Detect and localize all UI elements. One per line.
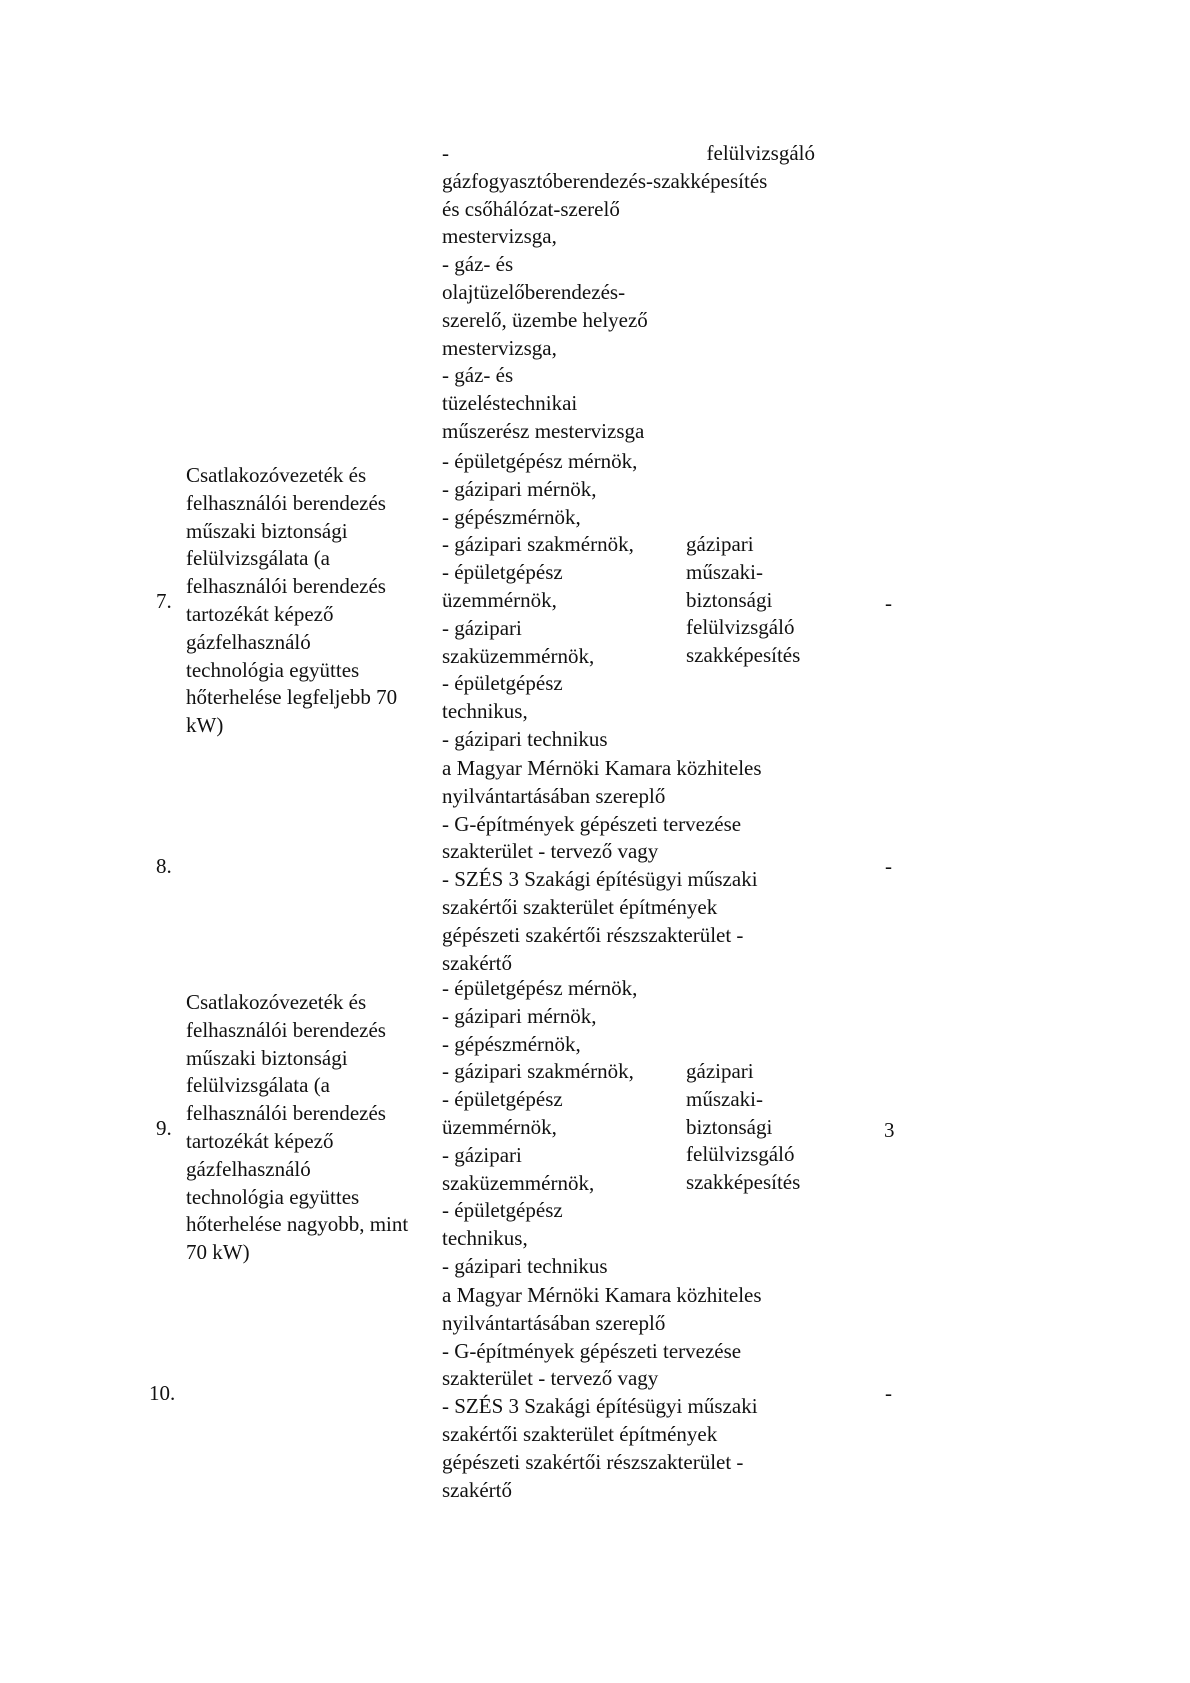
top-dash: - <box>442 141 449 165</box>
qualification-line: a Magyar Mérnöki Kamara közhiteles <box>442 756 762 780</box>
top-line: és csőhálózat-szerelő <box>442 196 620 221</box>
top-word: felülvizsgáló <box>706 141 815 165</box>
activity-line: felhasználói berendezés <box>186 490 386 515</box>
qualification-line: gépészeti szakértői részszakterület - <box>442 922 744 947</box>
activity-line: gázfelhasználó <box>186 629 311 654</box>
qualification-line: - G-építmények gépészeti tervezése <box>442 811 742 836</box>
certificate-line: biztonsági <box>686 1114 773 1139</box>
activity-line: tartozékát képező <box>186 1128 334 1153</box>
row-number: 7. <box>156 589 172 613</box>
qualification-cell <box>442 755 762 977</box>
certificate-line: szakképesítés <box>686 643 801 668</box>
qualification-line: szaküzemmérnök, <box>442 643 595 668</box>
qualification-line: nyilvántartásában szereplő <box>442 1310 666 1335</box>
qualification-line: gépészeti szakértői részszakterület - <box>442 1449 744 1474</box>
row-number: 8. <box>156 854 172 878</box>
top-line: olajtüzelőberendezés- <box>442 279 626 304</box>
qualification-line: - épületgépész mérnök, <box>442 976 638 1000</box>
qualification-line: - gázipari szakmérnök, <box>442 532 634 557</box>
qualification-line: szakértő <box>442 950 512 975</box>
qualification-line: - gázipari mérnök, <box>442 1003 597 1028</box>
qualification-line: - gázipari <box>442 1142 522 1167</box>
qualification-line: nyilvántartásában szereplő <box>442 783 666 808</box>
top-line: - gáz- és <box>442 363 514 388</box>
qualification-line: - gázipari <box>442 615 522 640</box>
qualification-line: - épületgépész <box>442 671 563 696</box>
top-qualification-block <box>442 140 815 446</box>
qualification-line: - G-építmények gépészeti tervezése <box>442 1338 742 1363</box>
qualification-line: szakterület - tervező vagy <box>442 1366 659 1391</box>
activity-line: hőterhelése nagyobb, mint <box>186 1212 409 1237</box>
qualification-line: - épületgépész <box>442 560 563 585</box>
qualification-cell <box>442 975 637 1281</box>
activity-line: műszaki biztonsági <box>186 518 348 543</box>
qualification-line: technikus, <box>442 1226 528 1251</box>
certificate-line: felülvizsgáló <box>686 615 795 640</box>
value-cell: - <box>885 591 892 615</box>
qualification-cell <box>442 448 637 754</box>
activity-line: Csatlakozóvezeték és <box>186 990 367 1014</box>
value-cell: - <box>885 1381 892 1405</box>
activity-cell <box>186 989 408 1267</box>
activity-line: felülvizsgálata (a <box>186 1073 331 1098</box>
certificate-line: szakképesítés <box>686 1170 801 1195</box>
activity-line: hőterhelése legfeljebb 70 <box>186 685 398 710</box>
qualification-line: - épületgépész mérnök, <box>442 449 638 473</box>
certificate-line: műszaki- <box>686 559 763 584</box>
top-line: mestervizsga, <box>442 224 557 249</box>
top-first-line <box>442 140 815 168</box>
activity-line: felhasználói berendezés <box>186 1017 386 1042</box>
row-number: 9. <box>156 1116 172 1140</box>
certificate-cell <box>686 531 800 670</box>
activity-line: gázfelhasználó <box>186 1156 311 1181</box>
activity-line: 70 kW) <box>186 1240 250 1265</box>
activity-line: felhasználói berendezés <box>186 1101 386 1126</box>
qualification-line: - gázipari technikus <box>442 726 608 751</box>
qualification-line: szakértő <box>442 1477 512 1502</box>
value-cell: - <box>885 854 892 878</box>
top-line: mestervizsga, <box>442 335 557 360</box>
certificate-cell <box>686 1058 800 1197</box>
activity-line: felülvizsgálata (a <box>186 546 331 571</box>
activity-line: technológia együttes <box>186 657 360 682</box>
certificate-line: gázipari <box>686 532 754 556</box>
qualification-line: technikus, <box>442 699 528 724</box>
qualification-line: - épületgépész <box>442 1087 563 1112</box>
qualification-line: a Magyar Mérnöki Kamara közhiteles <box>442 1283 762 1307</box>
top-line: tüzeléstechnikai <box>442 391 578 416</box>
qualification-line: - gázipari technikus <box>442 1253 608 1278</box>
qualification-line: szakterület - tervező vagy <box>442 839 659 864</box>
top-line: - gáz- és <box>442 252 514 277</box>
activity-line: tartozékát képező <box>186 601 334 626</box>
certificate-line: biztonsági <box>686 587 773 612</box>
qualification-line: - gépészmérnök, <box>442 1031 581 1056</box>
activity-cell <box>186 462 397 740</box>
qualification-line: - épületgépész <box>442 1198 563 1223</box>
top-line: szerelő, üzembe helyező <box>442 307 648 332</box>
activity-line: technológia együttes <box>186 1184 360 1209</box>
qualification-line: üzemmérnök, <box>442 1114 557 1139</box>
qualification-line: - gázipari szakmérnök, <box>442 1059 634 1084</box>
activity-line: kW) <box>186 713 224 738</box>
qualification-line: szakértői szakterület építmények <box>442 1421 718 1446</box>
qualification-cell <box>442 1282 762 1504</box>
activity-line: műszaki biztonsági <box>186 1045 348 1070</box>
certificate-line: gázipari <box>686 1059 754 1083</box>
certificate-line: felülvizsgáló <box>686 1142 795 1167</box>
qualification-line: szaküzemmérnök, <box>442 1170 595 1195</box>
qualification-line: - SZÉS 3 Szakági építésügyi műszaki <box>442 867 758 892</box>
certificate-line: műszaki- <box>686 1086 763 1111</box>
row-number: 10. <box>149 1381 176 1405</box>
top-line: műszerész mestervizsga <box>442 418 645 443</box>
value-cell: 3 <box>884 1118 895 1142</box>
top-line: gázfogyasztóberendezés-szakképesítés <box>442 168 768 193</box>
qualification-line: - SZÉS 3 Szakági építésügyi műszaki <box>442 1394 758 1419</box>
activity-line: felhasználói berendezés <box>186 574 386 599</box>
qualification-line: szakértői szakterület építmények <box>442 894 718 919</box>
qualification-line: üzemmérnök, <box>442 587 557 612</box>
qualification-line: - gázipari mérnök, <box>442 476 597 501</box>
qualification-line: - gépészmérnök, <box>442 504 581 529</box>
activity-line: Csatlakozóvezeték és <box>186 463 367 487</box>
